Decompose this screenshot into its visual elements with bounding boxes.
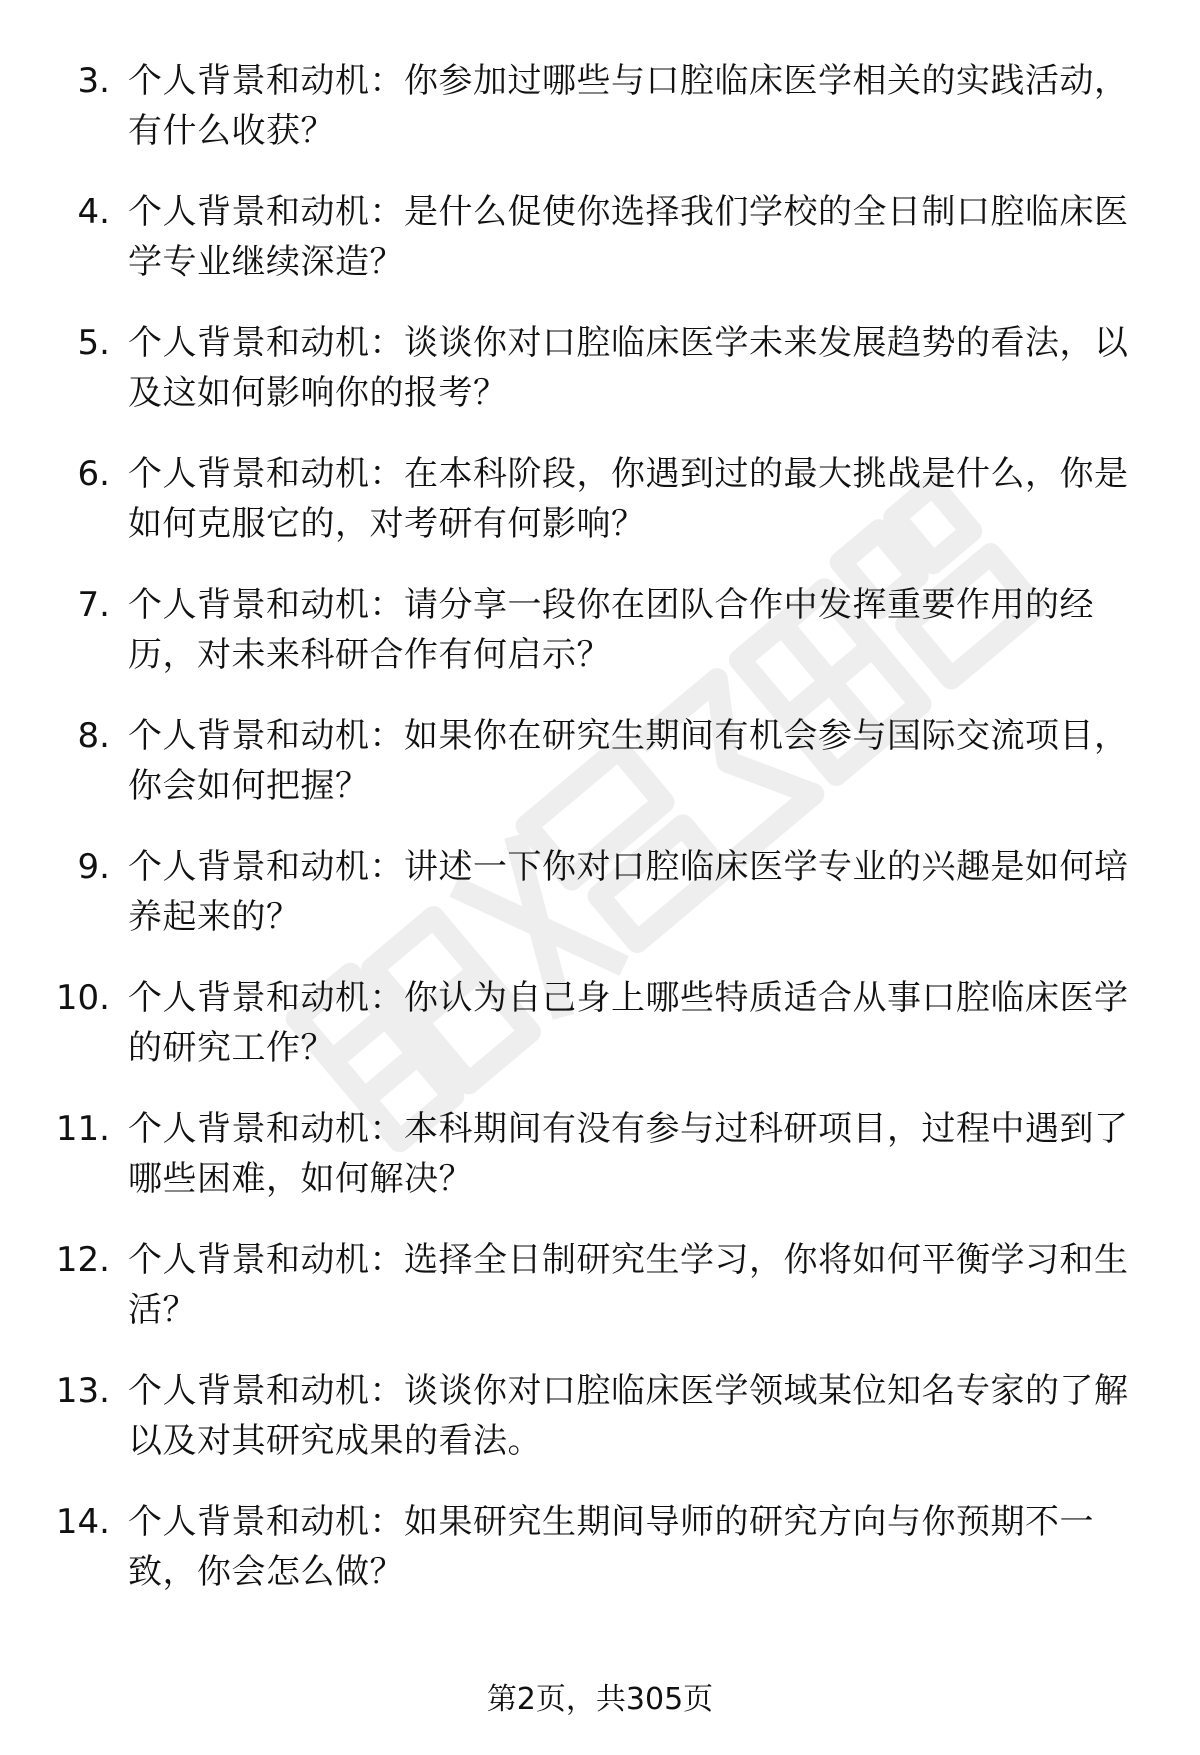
question-text: 个人背景和动机：选择全日制研究生学习，你将如何平衡学习和生活？ [128, 1240, 1129, 1330]
question-text: 个人背景和动机：是什么促使你选择我们学校的全日制口腔临床医学专业继续深造？ [128, 192, 1129, 282]
question-text: 个人背景和动机：请分享一段你在团队合作中发挥重要作用的经历，对未来科研合作有何启示？ [128, 585, 1094, 675]
question-item [0, 1366, 1200, 1461]
question-number: 12. [55, 1240, 110, 1280]
question-item [0, 711, 1200, 806]
question-number: 6. [77, 454, 110, 494]
question-item [0, 449, 1200, 544]
question-number: 10. [55, 978, 110, 1018]
question-text: 个人背景和动机：讲述一下你对口腔临床医学专业的兴趣是如何培养起来的？ [128, 847, 1129, 937]
question-item [0, 318, 1200, 413]
question-text: 个人背景和动机：你参加过哪些与口腔临床医学相关的实践活动，有什么收获？ [128, 61, 1129, 151]
question-number: 14. [55, 1502, 110, 1542]
question-number: 13. [55, 1371, 110, 1411]
question-item [0, 1497, 1200, 1592]
question-item [0, 187, 1200, 282]
question-text: 个人背景和动机：谈谈你对口腔临床医学未来发展趋势的看法，以及这如何影响你的报考？ [128, 323, 1129, 413]
question-number: 5. [77, 323, 110, 363]
question-number: 7. [77, 585, 110, 625]
question-text: 个人背景和动机：谈谈你对口腔临床医学领域某位知名专家的了解以及对其研究成果的看法。 [128, 1371, 1129, 1461]
question-text: 个人背景和动机：在本科阶段，你遇到过的最大挑战是什么，你是如何克服它的，对考研有何影响？ [128, 454, 1129, 544]
question-number: 11. [55, 1109, 110, 1149]
question-number: 4. [77, 192, 110, 232]
question-text: 个人背景和动机：本科期间有没有参与过科研项目，过程中遇到了哪些困难，如何解决？ [128, 1109, 1129, 1199]
question-list [0, 56, 1200, 1628]
question-text: 个人背景和动机：如果研究生期间导师的研究方向与你预期不一致，你会怎么做？ [128, 1502, 1094, 1592]
question-number: 3. [77, 61, 110, 101]
question-number: 8. [77, 716, 110, 756]
question-item [0, 1235, 1200, 1330]
page-footer: 第2页，共305页 [486, 1682, 714, 1717]
question-item [0, 580, 1200, 675]
question-text: 个人背景和动机：你认为自己身上哪些特质适合从事口腔临床医学的研究工作？ [128, 978, 1129, 1068]
question-number: 9. [77, 847, 110, 887]
question-item [0, 842, 1200, 937]
question-item [0, 56, 1200, 151]
question-text: 个人背景和动机：如果你在研究生期间有机会参与国际交流项目，你会如何把握？ [128, 716, 1129, 806]
question-item [0, 1104, 1200, 1199]
question-item [0, 973, 1200, 1068]
